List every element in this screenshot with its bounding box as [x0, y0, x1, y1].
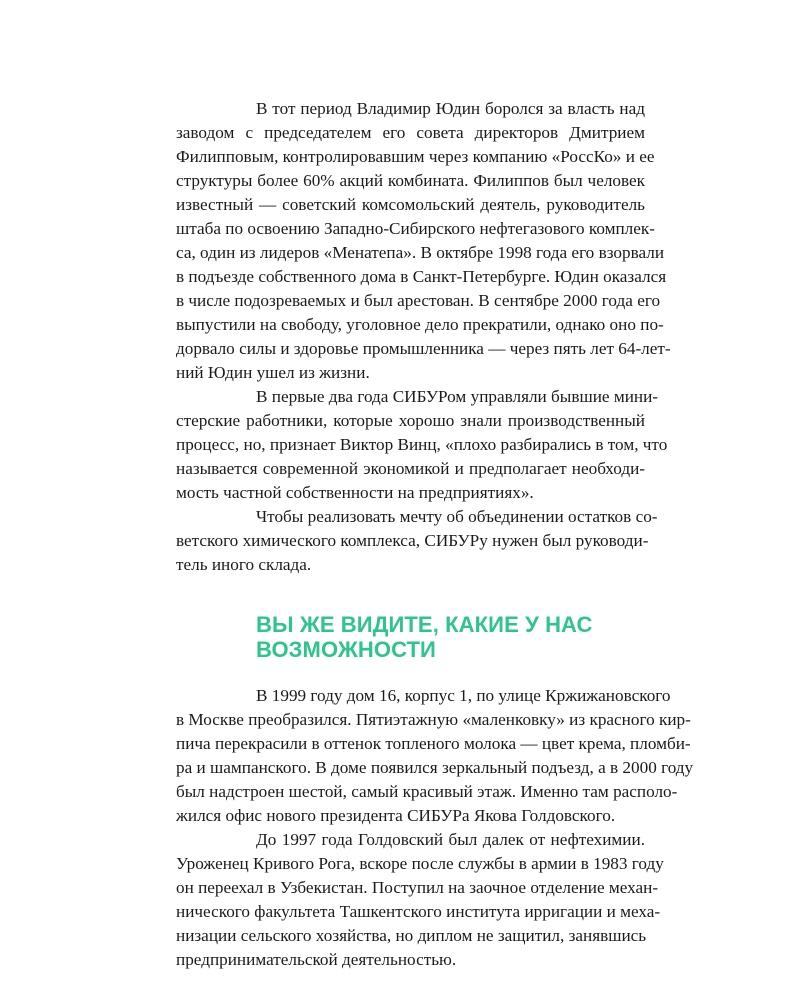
- text-line: в Москве преобразился. Пятиэтажную «маленковку» из красного кир-: [176, 710, 691, 729]
- text-line: нического факультета Ташкентского института ирригации и меха-: [176, 902, 661, 921]
- text-line: в числе подозреваемых и был арестован. В сентябре 2000 года его: [176, 291, 661, 310]
- text-line: штаба по освоению Западно-Сибирского нефтегазового комплек-: [176, 219, 655, 238]
- text-line: Уроженец Кривого Рога, вскоре после службы в армии в 1983 году: [176, 854, 664, 873]
- text-line: са, один из лидеров «Менатепа». В октябре 1998 года его взорвали: [176, 243, 665, 262]
- text-line: в подъезде собственного дома в Санкт-Петербурге. Юдин оказался: [176, 267, 667, 286]
- text-line: процесс, но, признает Виктор Винц, «плохо разбирались в том, что: [176, 435, 668, 454]
- text-line: структуры более 60% акций комбината. Филиппов был человек: [176, 171, 645, 190]
- text-line: тель иного склада.: [176, 555, 312, 574]
- text-line: До 1997 года Голдовский был далек от нефтехимии.: [256, 830, 645, 849]
- section-heading: ВЫ ЖЕ ВИДИТЕ, КАКИЕ У НАС: [256, 612, 593, 637]
- text-line: называется современной экономикой и предполагает необходи-: [176, 459, 645, 478]
- text-line: заводом с председателем его совета директоров Дмитрием: [176, 123, 645, 142]
- text-line: пича перекрасили в оттенок топленого молока — цвет крема, пломби-: [176, 734, 691, 753]
- text-line: Филипповым, контролировавшим через компанию «РоссКо» и ее: [176, 147, 655, 166]
- text-line: ветского химического комплекса, СИБУРу нужен был руководи-: [176, 531, 649, 550]
- text-line: Чтобы реализовать мечту об объединении остатков со-: [256, 507, 658, 526]
- text-line: он переехал в Узбекистан. Поступил на заочное отделение механ-: [176, 878, 659, 897]
- text-line: жился офис нового президента СИБУРа Якова Голдовского.: [176, 806, 616, 825]
- text-line: предпринимательской деятельностью.: [176, 950, 457, 969]
- section-heading: ВОЗМОЖНОСТИ: [256, 637, 436, 662]
- text-line: дорвало силы и здоровье промышленника — через пять лет 64-лет-: [176, 339, 671, 358]
- text-line: В тот период Владимир Юдин боролся за власть над: [256, 99, 645, 118]
- text-line: выпустили на свободу, уголовное дело прекратили, однако оно по-: [176, 315, 664, 334]
- text-line: стерские работники, которые хорошо знали производственный: [176, 411, 645, 430]
- text-line: В 1999 году дом 16, корпус 1, по улице Кржижановского: [256, 686, 671, 705]
- text-line: В первые два года СИБУРом управляли бывшие мини-: [256, 387, 659, 406]
- text-line: мость частной собственности на предприятиях».: [176, 483, 534, 502]
- text-line: ний Юдин ушел из жизни.: [176, 363, 370, 382]
- text-line: известный — советский комсомольский деятель, руководитель: [176, 195, 645, 214]
- text-line: низации сельского хозяйства, но диплом не защитил, занявшись: [176, 926, 647, 945]
- text-line: ра и шампанского. В доме появился зеркальный подъезд, а в 2000 году: [176, 758, 694, 777]
- text-line: был надстроен шестой, самый красивый этаж. Именно там располо-: [176, 782, 678, 801]
